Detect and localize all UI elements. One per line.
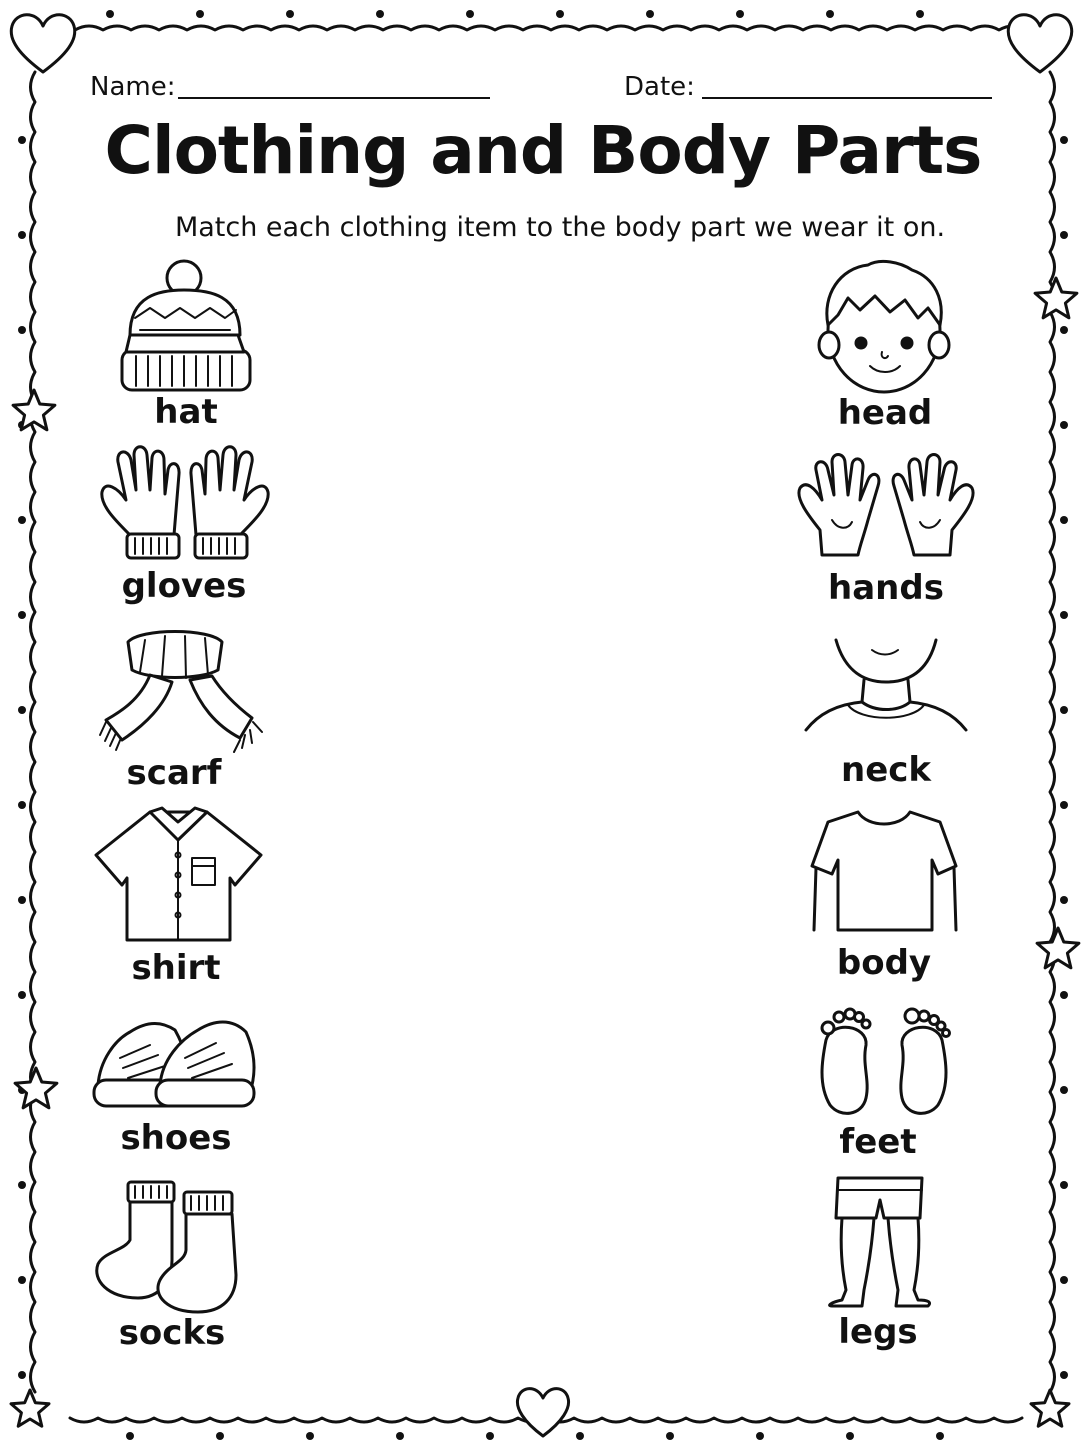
clothing-label-hat: hat [154,392,218,432]
body-label-neck: neck [840,750,932,790]
instructions: Match each clothing item to the body part we wear it on. [174,212,946,243]
body-label-body: body [836,943,932,983]
clothing-label-socks: socks [118,1313,226,1353]
clothing-label-shirt: shirt [131,948,221,988]
date-label: Date: [624,72,695,102]
clothing-label-gloves: gloves [121,566,247,606]
body-label-hands: hands [828,568,944,608]
clothing-label-scarf: scarf [126,753,222,793]
clothing-label-shoes: shoes [120,1118,232,1158]
name-label: Name: [90,72,176,102]
page-title: Clothing and Body Parts [104,112,982,189]
body-label-legs: legs [838,1312,918,1352]
body-label-feet: feet [839,1122,917,1162]
body-label-head: head [837,393,933,433]
